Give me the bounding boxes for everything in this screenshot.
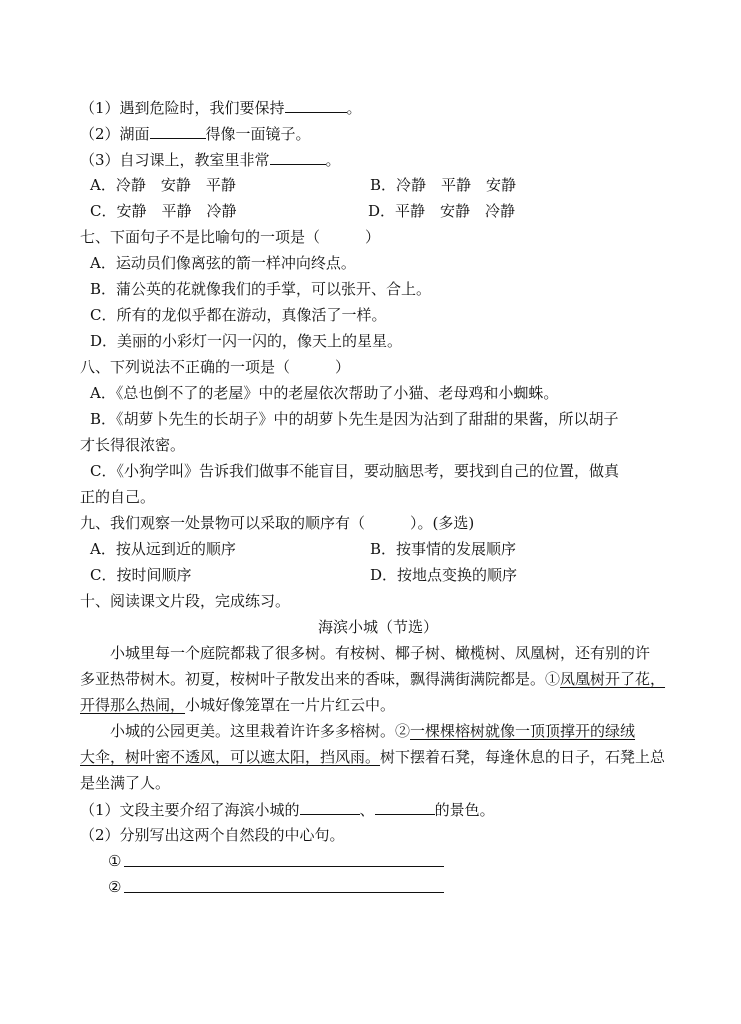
q6-s3-end: 。: [325, 151, 341, 169]
q10-sub1-text: （1）文段主要介绍了海滨小城的: [80, 801, 300, 819]
q6-s1-blank[interactable]: [285, 97, 347, 113]
q6-sentence-2: [80, 123, 311, 144]
answer-marker-1: ①: [108, 852, 122, 870]
passage-p2-line3: 是坐满了人。: [80, 774, 171, 792]
q6-option-a[interactable]: A．冷静 安静 平静: [90, 176, 236, 194]
p2-line1-underlined: 一棵棵榕树就像一顶顶撑开的绿绒: [410, 722, 636, 740]
q9-option-d[interactable]: D．按地点变换的顺序: [370, 566, 518, 584]
passage-title: 海滨小城（节选）: [318, 618, 439, 636]
passage-p1-line3: [80, 695, 395, 715]
p1-line2-text: 多亚热带树木。初夏，桉树叶子散发出来的香味，飘得满街满院都是。①: [80, 670, 561, 688]
p1-line3-underlined: 开得那么热闹，: [80, 696, 186, 714]
q7-title: 七、下面句子不是比喻句的一项是（ ）: [80, 228, 381, 246]
q9-option-a[interactable]: A．按从远到近的顺序: [90, 540, 236, 558]
q9-title: 九、我们观察一处景物可以采取的顺序有（ ）。(多选): [80, 514, 475, 532]
q6-s2-blank[interactable]: [150, 123, 206, 139]
p2-line2-text: 树下摆着石凳，每逢休息的日子，石凳上总: [380, 748, 666, 766]
q8-option-c-line1[interactable]: C．《小狗学叫》告诉我们做事不能盲目，要动脑思考，要找到自己的位置，做真: [90, 462, 619, 480]
p1-line2-underlined: 凤凰树开了花，: [560, 670, 666, 688]
q10-sub1-blank-1[interactable]: [300, 799, 360, 815]
q6-s2-text: （2）湖面: [80, 125, 150, 143]
q10-title: 十、阅读课文片段，完成练习。: [80, 592, 291, 610]
answer-line-2[interactable]: [124, 892, 444, 893]
answer-marker-2: ②: [108, 878, 122, 896]
q6-sentence-1: [80, 97, 362, 118]
q7-option-c[interactable]: C．所有的龙似乎都在游动，真像活了一样。: [90, 306, 387, 324]
q10-sub1-sep: 、: [359, 801, 375, 819]
q10-sub1-blank-2[interactable]: [375, 799, 435, 815]
q8-option-b-line1[interactable]: B．《胡萝卜先生的长胡子》中的胡萝卜先生是因为沾到了甜甜的果酱，所以胡子: [90, 410, 619, 428]
q8-option-c-line2[interactable]: 正的自己。: [80, 488, 156, 506]
q6-s2-end: 得像一面镜子。: [205, 125, 311, 143]
q7-option-d[interactable]: D．美丽的小彩灯一闪一闪的，像天上的星星。: [90, 332, 403, 350]
p1-line3-text: 小城好像笼罩在一片片红云中。: [185, 696, 396, 714]
passage-p2-line2: [80, 747, 665, 767]
q9-option-b[interactable]: B．按事情的发展顺序: [370, 540, 517, 558]
p2-line1-text: 小城的公园更美。这里栽着许许多多榕树。②: [110, 722, 411, 740]
q6-s1-end: 。: [346, 99, 362, 117]
q6-s3-blank[interactable]: [270, 149, 326, 165]
passage-p1-line2: [80, 669, 665, 689]
q6-s1-text: （1）遇到危险时，我们要保持: [80, 99, 285, 117]
q6-s3-text: （3）自习课上，教室里非常: [80, 151, 270, 169]
q6-option-b[interactable]: B．冷静 平静 安静: [370, 176, 517, 194]
q7-option-a[interactable]: A．运动员们像离弦的箭一样冲向终点。: [90, 254, 356, 272]
q8-option-b-line2[interactable]: 才长得很浓密。: [80, 436, 186, 454]
q8-option-a[interactable]: A．《总也倒不了的老屋》中的老屋依次帮助了小猫、老母鸡和小蜘蛛。: [90, 384, 559, 402]
passage-p2-line1: [110, 721, 635, 741]
q10-sub1-end: 的景色。: [434, 801, 495, 819]
q7-option-b[interactable]: B．蒲公英的花就像我们的手掌，可以张开、合上。: [90, 280, 432, 298]
passage-p1-line1: 小城里每一个庭院都栽了很多树。有桉树、椰子树、橄榄树、凤凰树，还有别的许: [110, 644, 651, 662]
q6-option-d[interactable]: D．平静 安静 冷静: [368, 202, 516, 220]
answer-line-1[interactable]: [124, 866, 444, 867]
p2-line2-underlined: 大伞，树叶密不透风，可以遮太阳，挡风雨。: [80, 748, 381, 766]
q10-sub1: [80, 799, 495, 820]
q9-option-c[interactable]: C．按时间顺序: [90, 566, 192, 584]
q8-title: 八、下列说法不正确的一项是（ ）: [80, 358, 351, 376]
q6-option-c[interactable]: C．安静 平静 冷静: [90, 202, 237, 220]
q10-sub2: （2）分别写出这两个自然段的中心句。: [80, 826, 345, 844]
q6-sentence-3: [80, 149, 341, 170]
